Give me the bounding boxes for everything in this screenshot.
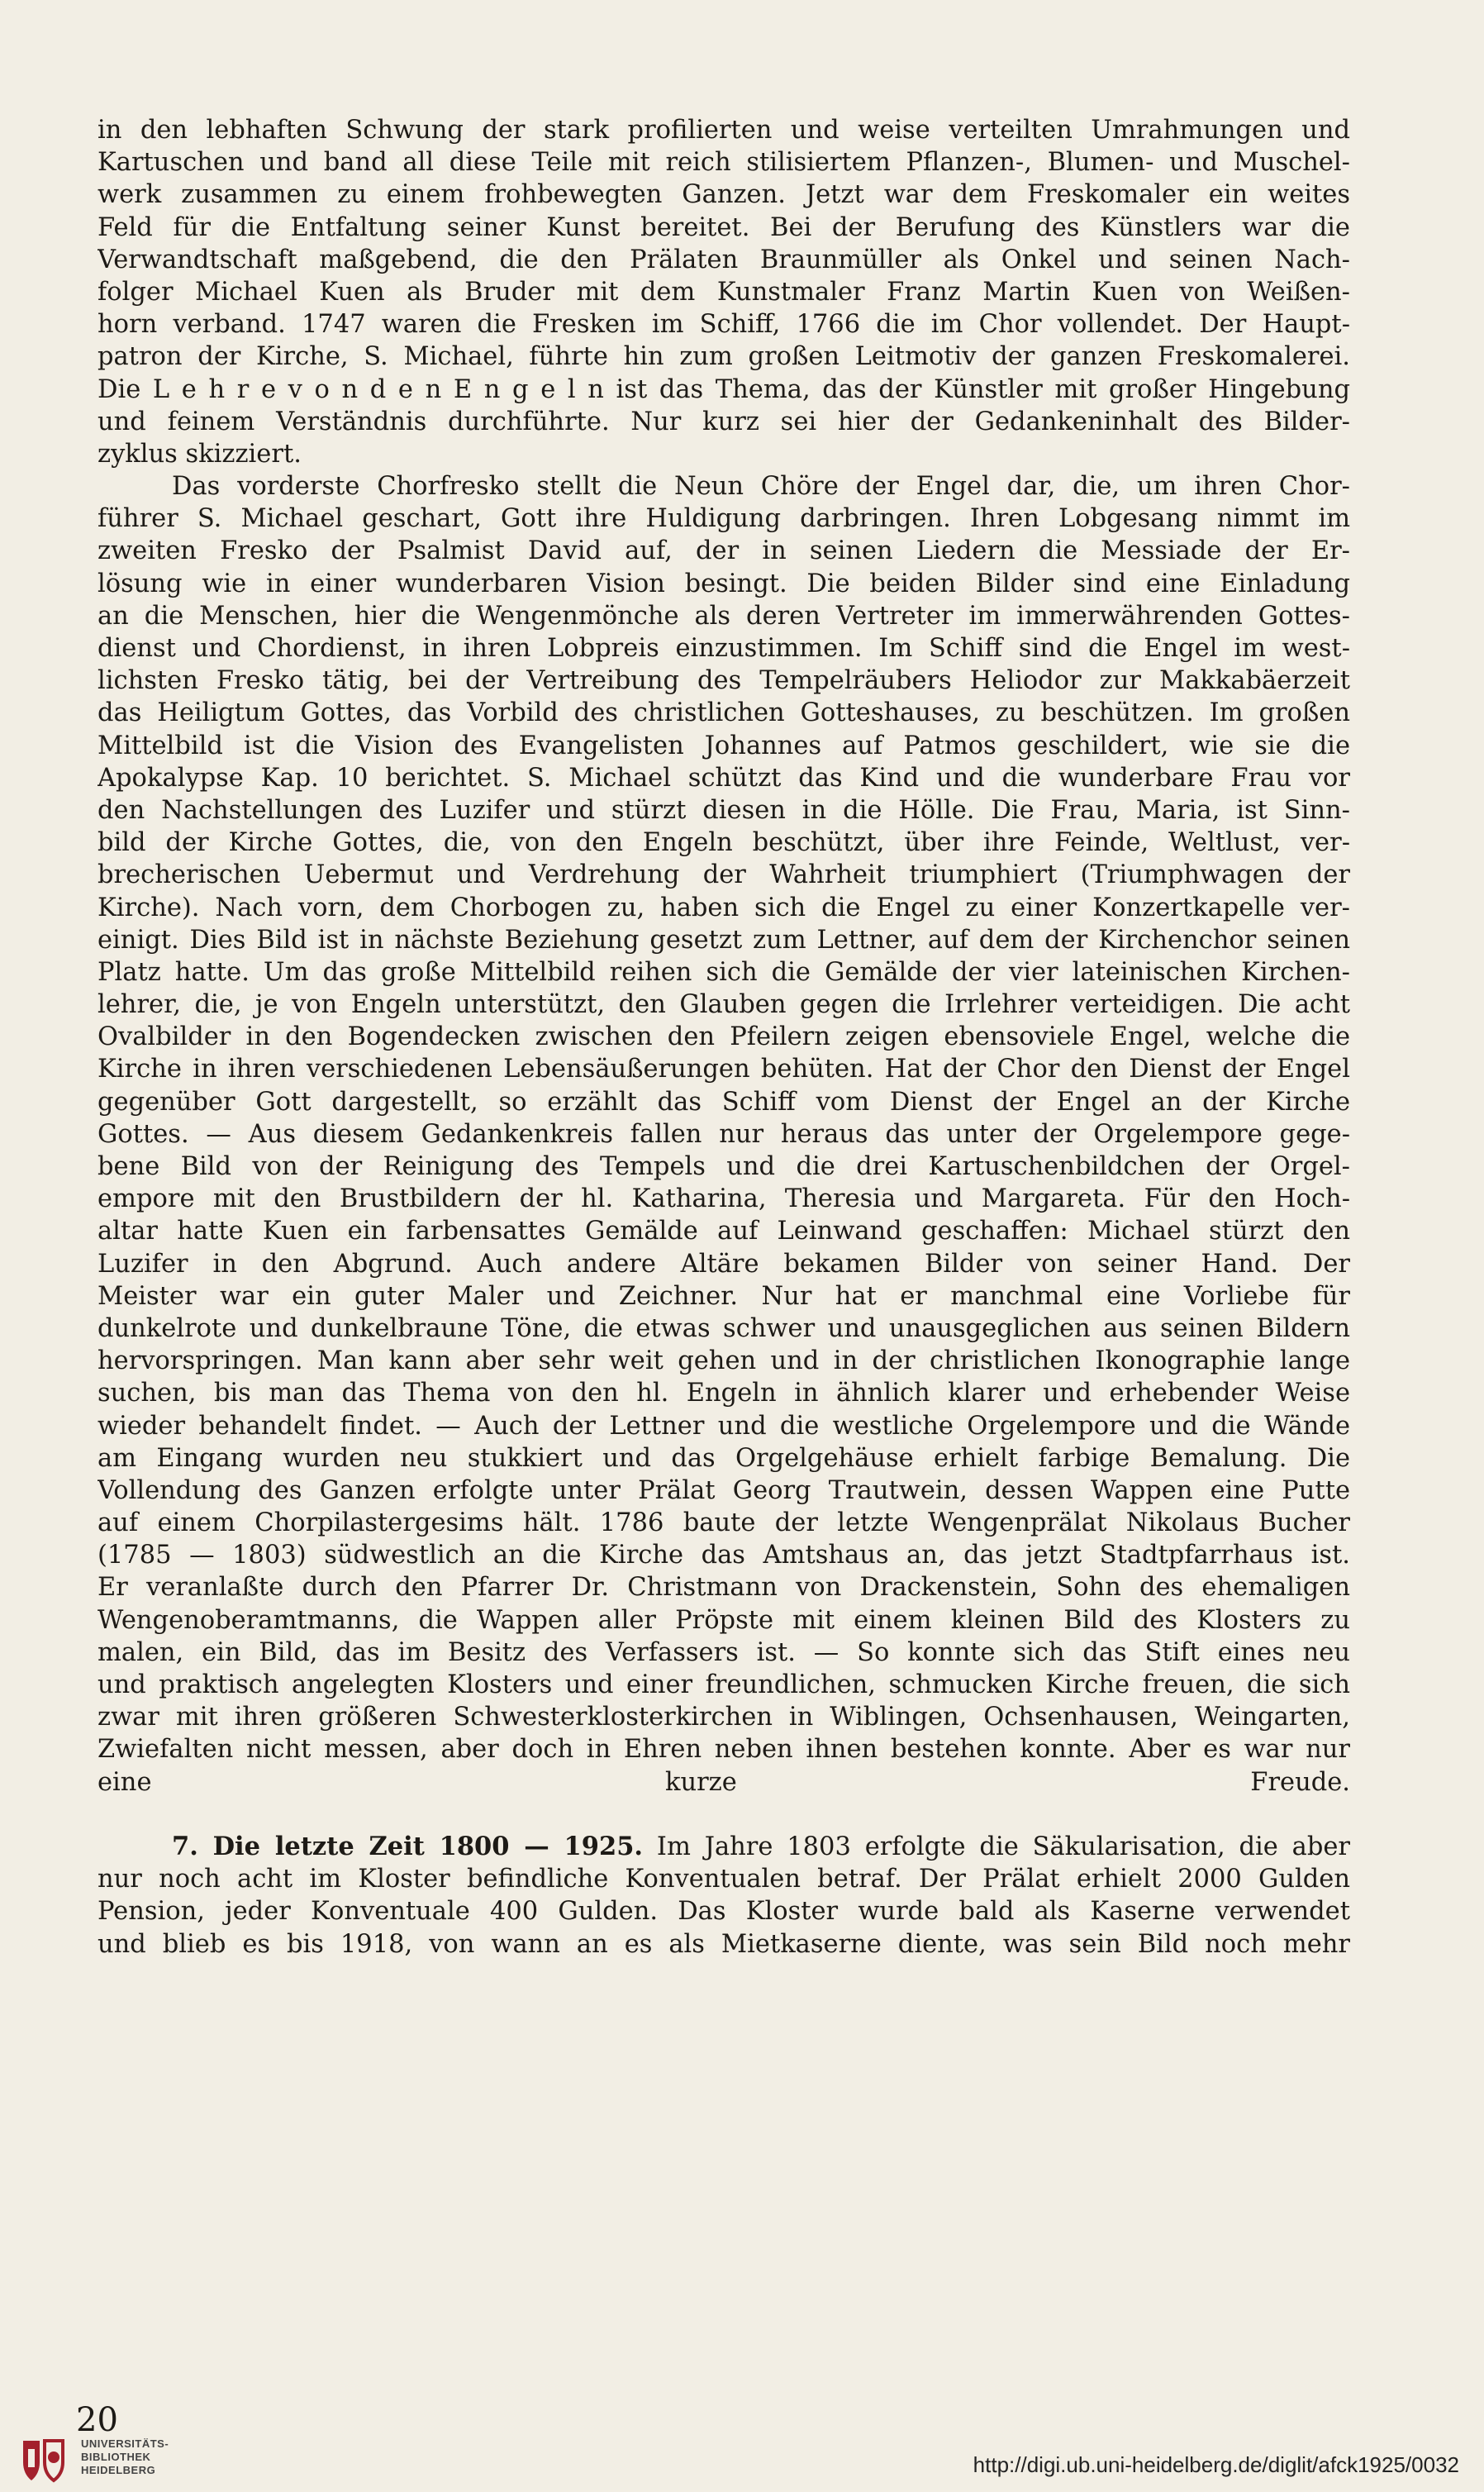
text-line: zweiten Fresko der Psalmist David auf, der in seinen Liedern die Messiade der Er- (98, 536, 1350, 566)
text-line: gegenüber Gott dargestellt, so erzählt das Schiff vom Dienst der Engel an der Kirche (98, 1087, 1350, 1117)
text-line: Vollendung des Ganzen erfolgte unter Prälat Georg Trautwein, dessen Wappen eine Putte (98, 1475, 1350, 1505)
text-line: Kartuschen und band all diese Teile mit reich stilisiertem Pflanzen-, Blumen- und Muschel- (98, 148, 1350, 178)
text-line: Luzifer in den Abgrund. Auch andere Altäre bekamen Bilder von seiner Hand. Der (98, 1249, 1350, 1279)
text-line: lehrer, die, je von Engeln unterstützt, den Glauben gegen die Irrlehrer verteidigen. Die acht (98, 990, 1350, 1020)
text-line: Apokalypse Kap. 10 berichtet. S. Michael schützt das Kind und die wunderbare Frau vor (98, 763, 1350, 793)
text-line: Kirche in ihren verschiedenen Lebensäußerungen behüten. Hat der Chor den Dienst der Engel (98, 1055, 1350, 1084)
section-heading: 7. Die letzte Zeit 1800 — 1925. (172, 1831, 644, 1861)
text-line: nur noch acht im Kloster befindliche Konventualen betraf. Der Prälat erhielt 2000 Gulden (98, 1865, 1350, 1894)
text-line: zyklus skizziert. (98, 439, 302, 469)
text-line (98, 1799, 1350, 1831)
text-line: Er veranlaßte durch den Pfarrer Dr. Christmann von Drackenstein, Sohn des ehemaligen (98, 1573, 1350, 1603)
text-line: Kirche). Nach vorn, dem Chorbogen zu, haben sich die Engel zu einer Konzertkapelle ver- (98, 893, 1350, 922)
text-line: bene Bild von der Reinigung des Tempels und die drei Kartuschenbildchen der Orgel- (98, 1152, 1350, 1181)
text-line: Die L e h r e v o n d e n E n g e l n ist das Thema, das der Künstler mit großer Hingebung (98, 374, 1350, 404)
text-line: auf einem Chorpilastergesims hält. 1786 baute der letzte Wengenprälat Nikolaus Bucher (98, 1508, 1350, 1538)
text-line: horn verband. 1747 waren die Fresken im Schiff, 1766 die im Chor vollendet. Der Haupt- (98, 310, 1350, 340)
text-line: patron der Kirche, S. Michael, führte hin zum großen Leitmotiv der ganzen Freskomalerei. (98, 342, 1350, 372)
institution-line: UNIVERSITÄTS- (81, 2437, 169, 2450)
text-line: führer S. Michael geschart, Gott ihre Huldigung darbringen. Ihren Lobgesang nimmt im (98, 504, 1350, 534)
text-line: werk zusammen zu einem frohbewegten Ganzen. Jetzt war dem Freskomaler ein weites (98, 180, 1350, 210)
text-line: Wengenoberamtmanns, die Wappen aller Pröpste mit einem kleinen Bild des Klosters zu (98, 1605, 1350, 1635)
text-line: (1785 — 1803) südwestlich an die Kirche das Amtshaus an, das jetzt Stadtpfarrhaus ist. (98, 1541, 1350, 1570)
text-line: eine kurze Freude. (98, 1767, 1350, 1797)
text-line: Ovalbilder in den Bogendecken zwischen den Pfeilern zeigen ebensoviele Engel, welche die (98, 1022, 1350, 1052)
text-line: lösung wie in einer wunderbaren Vision besingt. Die beiden Bilder sind eine Einladung (98, 569, 1350, 598)
text-line: zwar mit ihren größeren Schwesterklosterkirchen in Wiblingen, Ochsenhausen, Weingarten, (98, 1703, 1350, 1732)
text-line: suchen, bis man das Thema von den hl. Engeln in ähnlich klarer und erhebender Weise (98, 1379, 1350, 1408)
text-line: empore mit den Brustbildern der hl. Katharina, Theresia und Margareta. Für den Hoch- (98, 1184, 1350, 1214)
text-line: und blieb es bis 1918, von wann an es als Mietkaserne diente, was sein Bild noch mehr (98, 1929, 1350, 1959)
text-line: Meister war ein guter Maler und Zeichner. Nur hat er manchmal eine Vorliebe für (98, 1281, 1350, 1311)
text-line: dunkelrote und dunkelbraune Töne, die etwas schwer und unausgeglichen aus seinen Bildern (98, 1313, 1350, 1343)
footer-bar (0, 2434, 1484, 2492)
text-line: Zwiefalten nicht messen, aber doch in Ehren neben ihnen bestehen konnte. Aber es war nur (98, 1735, 1350, 1765)
text-line: den Nachstellungen des Luzifer und stürzt diesen in die Hölle. Die Frau, Maria, ist Sinn- (98, 795, 1350, 825)
text-line: malen, ein Bild, das im Besitz des Verfassers ist. — So konnte sich das Stift eines neu (98, 1637, 1350, 1667)
text-line: das Heiligtum Gottes, das Vorbild des christlichen Gotteshauses, zu beschützen. Im großen (98, 698, 1350, 728)
text-line: wieder behandelt findet. — Auch der Lettner und die westliche Orgelempore und die Wände (98, 1411, 1350, 1441)
text-line: Pension, jeder Konventuale 400 Gulden. Das Kloster wurde bald als Kaserne verwendet (98, 1897, 1350, 1927)
section-start-line (98, 1831, 1350, 1863)
page-number: 20 (76, 2401, 118, 2439)
institution-name (81, 2437, 169, 2477)
institution-line: HEIDELBERG (81, 2464, 156, 2476)
text-line: Mittelbild ist die Vision des Evangelisten Johannes auf Patmos geschildert, wie sie die (98, 731, 1350, 760)
text-line: hervorspringen. Man kann aber sehr weit gehen und in der christlichen Ikonographie lange (98, 1346, 1350, 1376)
text-line: bild der Kirche Gottes, die, von den Engeln beschützt, über ihre Feinde, Weltlust, ver- (98, 828, 1350, 858)
text-line: und feinem Verständnis durchführte. Nur kurz sei hier der Gedankeninhalt des Bilder- (98, 407, 1350, 436)
text-line: Verwandtschaft maßgebend, die den Prälaten Braunmüller als Onkel und seinen Nach- (98, 245, 1350, 274)
text-line: Gottes. — Aus diesem Gedankenkreis fallen nur heraus das unter der Orgelempore gege- (98, 1119, 1350, 1149)
text-line: brecherischen Uebermut und Verdrehung der Wahrheit triumphiert (Triumphwagen der (98, 860, 1350, 890)
text-line: an die Menschen, hier die Wengenmönche als deren Vertreter im immerwährenden Gottes- (98, 601, 1350, 631)
text-line: dienst und Chordienst, in ihren Lobpreis einzustimmen. Im Schiff sind die Engel im west- (98, 634, 1350, 663)
text-line: altar hatte Kuen ein farbensattes Gemälde auf Leinwand geschaffen: Michael stürzt den (98, 1217, 1350, 1246)
source-url-link[interactable]: http://digi.ub.uni-heidelberg.de/diglit/afck1925/0032 (973, 2452, 1459, 2477)
institution-line: BIBLIOTHEK (81, 2451, 151, 2463)
text-line: Platz hatte. Um das große Mittelbild reihen sich die Gemälde der vier lateinischen Kirchen- (98, 957, 1350, 987)
text-line: folger Michael Kuen als Bruder mit dem Kunstmaler Franz Martin Kuen von Weißen- (98, 277, 1350, 307)
text-line: Feld für die Entfaltung seiner Kunst bereitet. Bei der Berufung des Künstlers war die (98, 212, 1350, 242)
text-line: lichsten Fresko tätig, bei der Vertreibung des Tempelräubers Heliodor zur Makkabäerzeit (98, 666, 1350, 696)
body-text (98, 114, 1350, 1961)
paragraph-start-line: Das vorderste Chorfresko stellt die Neun Chöre der Engel dar, die, um ihren Chor- (172, 472, 1350, 502)
text-line: und praktisch angelegten Klosters und einer freundlichen, schmucken Kirche freuen, die sich (98, 1670, 1350, 1699)
text-line: am Eingang wurden neu stukkiert und das Orgelgehäuse erhielt farbige Bemalung. Die (98, 1443, 1350, 1473)
section-first-line-text: Im Jahre 1803 erfolgte die Säkularisation, die aber (643, 1832, 1350, 1861)
text-line: in den lebhaften Schwung der stark profilierten und weise verteilten Umrahmungen und (98, 116, 1350, 145)
university-library-logo (15, 2434, 73, 2490)
text-line: einigt. Dies Bild ist in nächste Beziehung gesetzt zum Lettner, auf dem der Kirchenchor seinen (98, 925, 1350, 955)
